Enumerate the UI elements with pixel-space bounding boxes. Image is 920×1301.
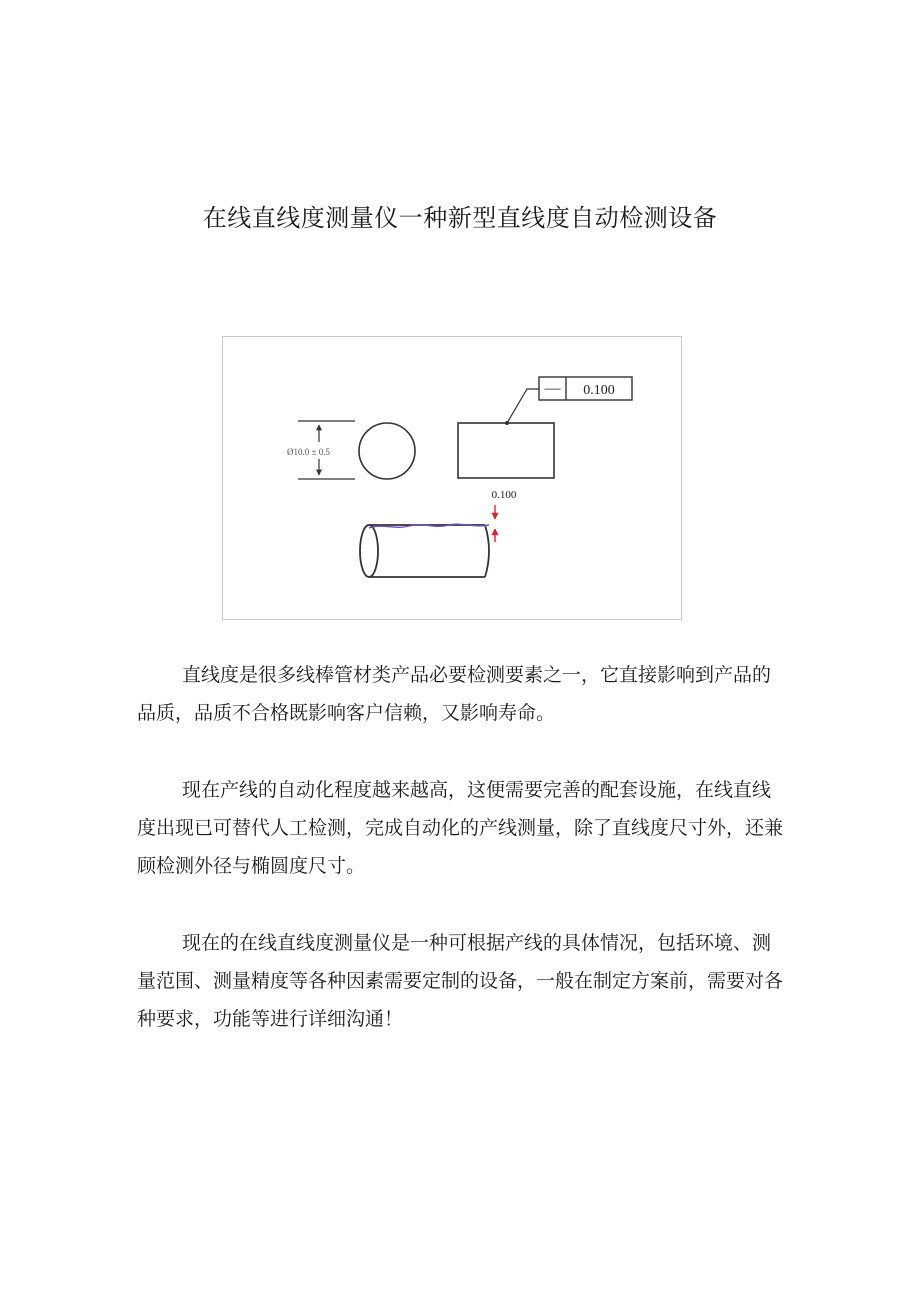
straightness-diagram	[222, 336, 682, 620]
tolerance-value: 0.100	[583, 383, 615, 398]
diameter-dimension	[287, 421, 355, 479]
feature-control-frame	[505, 377, 632, 425]
diagram-canvas	[223, 337, 681, 619]
cylinder-end-right	[485, 525, 489, 577]
diameter-label: Ø10.0 ± 0.5	[287, 447, 330, 457]
zone-label: 0.100	[491, 489, 517, 501]
paragraph-2: 现在产线的自动化程度越来越高，这便需要完善的配套设施，在线直线度出现已可替代人工检测，完成自动化的产线测量，除了直线度尺寸外，还兼顾检测外径与椭圆度尺寸。	[137, 779, 784, 877]
cylinder	[360, 524, 489, 577]
leader-line	[507, 389, 539, 423]
document-title: 在线直线度测量仪一种新型直线度自动检测设备	[202, 204, 718, 232]
paragraph-3: 现在的在线直线度测量仪是一种可根据产线的具体情况，包括环境、测量范围、测量精度等各种因素需要定制的设备，一般在制定方案前，需要对各种要求，功能等进行详细沟通！	[137, 932, 784, 1030]
straightness-symbol: —	[544, 380, 561, 397]
paragraph-1: 直线度是很多线棒管材类产品必要检测要素之一，它直接影响到产品的品质，品质不合格既影响客户信赖，又影响寿命。	[137, 664, 772, 724]
side-view-rect	[458, 423, 554, 478]
cylinder-end-left	[360, 525, 378, 577]
cross-section-circle	[359, 423, 415, 479]
leader-dot	[505, 421, 509, 425]
